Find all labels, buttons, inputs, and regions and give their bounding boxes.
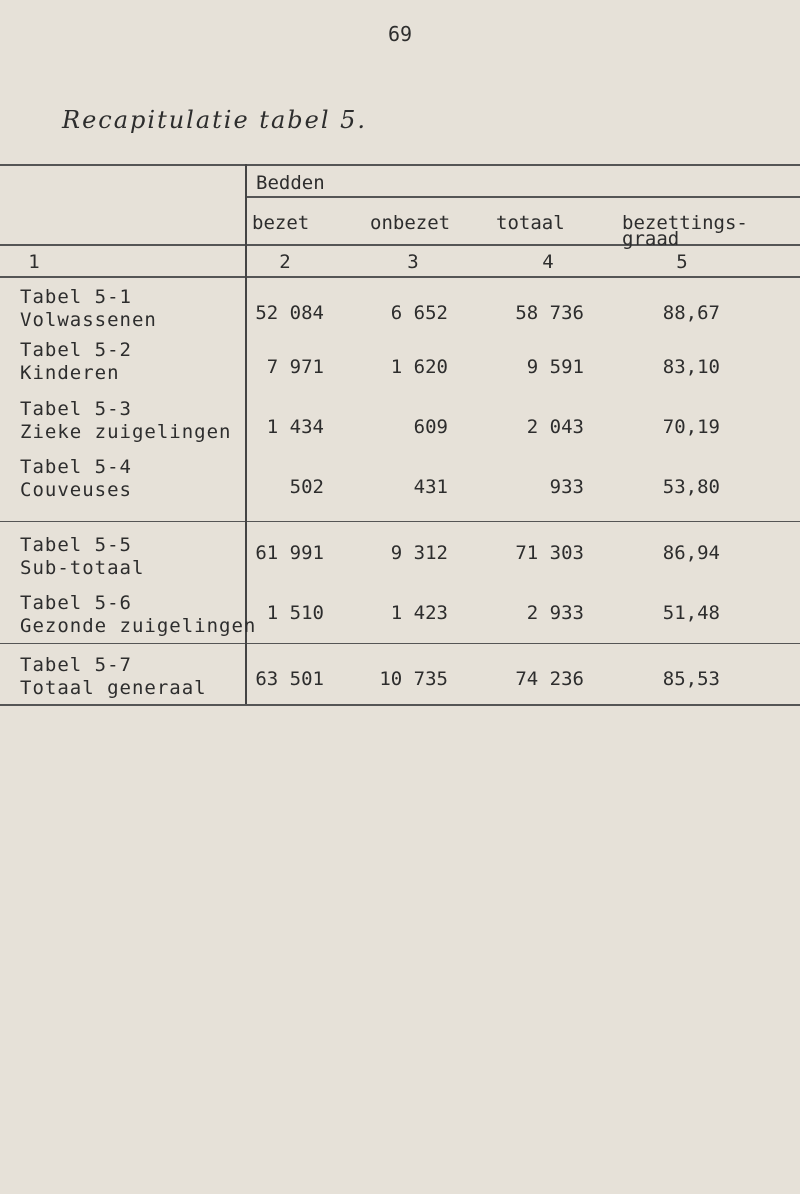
row-label-code: Tabel 5-3 bbox=[20, 398, 132, 420]
row-label-name: Kinderen bbox=[20, 362, 120, 384]
cell-onbezet: 1 423 bbox=[390, 602, 448, 624]
subtotal-rule bbox=[0, 521, 800, 522]
cell-onbezet: 1 620 bbox=[390, 356, 448, 378]
cell-totaal: 9 591 bbox=[526, 356, 584, 378]
table-row-label bbox=[20, 654, 207, 700]
column-number: 2 bbox=[279, 251, 291, 273]
header-bezettingsgraad-cont: graad bbox=[622, 228, 680, 250]
table-top-rule bbox=[0, 164, 800, 166]
cell-totaal: 74 236 bbox=[515, 668, 584, 690]
column-number: 1 bbox=[28, 251, 40, 273]
cell-onbezet: 609 bbox=[413, 416, 448, 438]
row-label-code: Tabel 5-7 bbox=[20, 654, 132, 676]
row-label-code: Tabel 5-4 bbox=[20, 456, 132, 478]
column-number: 4 bbox=[542, 251, 554, 273]
cell-onbezet: 10 735 bbox=[379, 668, 448, 690]
table-row-label bbox=[20, 286, 157, 332]
header-onbezet: onbezet bbox=[370, 212, 451, 234]
row-label-name: Totaal generaal bbox=[20, 677, 207, 699]
row-label-code: Tabel 5-1 bbox=[20, 286, 132, 308]
cell-bezet: 52 084 bbox=[255, 302, 324, 324]
column-number: 5 bbox=[676, 251, 688, 273]
header-bezettingsgraad: bezettings- bbox=[622, 212, 748, 234]
cell-bezettingsgraad: 88,67 bbox=[662, 302, 720, 324]
cell-totaal: 71 303 bbox=[515, 542, 584, 564]
column-number: 3 bbox=[407, 251, 419, 273]
cell-totaal: 933 bbox=[549, 476, 584, 498]
group-header: Bedden bbox=[256, 172, 325, 194]
row-label-code: Tabel 5-5 bbox=[20, 534, 132, 556]
cell-onbezet: 9 312 bbox=[390, 542, 448, 564]
table-bottom-rule bbox=[0, 704, 800, 706]
row-label-name: Gezonde zuigelingen bbox=[20, 615, 257, 637]
total-rule bbox=[0, 643, 800, 644]
row-label-code: Tabel 5-6 bbox=[20, 592, 132, 614]
cell-totaal: 2 933 bbox=[526, 602, 584, 624]
header-rule bbox=[246, 196, 800, 198]
cell-bezettingsgraad: 53,80 bbox=[662, 476, 720, 498]
cell-totaal: 58 736 bbox=[515, 302, 584, 324]
row-label-name: Zieke zuigelingen bbox=[20, 421, 232, 443]
row-label-name: Sub-totaal bbox=[20, 557, 145, 579]
row-label-name: Volwassenen bbox=[20, 309, 157, 331]
header-bezet: bezet bbox=[252, 212, 310, 234]
cell-bezettingsgraad: 85,53 bbox=[662, 668, 720, 690]
document-title: Recapitulatie tabel 5. bbox=[62, 106, 368, 134]
page-number: 69 bbox=[387, 22, 413, 46]
row-label-code: Tabel 5-2 bbox=[20, 339, 132, 361]
cell-bezettingsgraad: 70,19 bbox=[662, 416, 720, 438]
cell-bezettingsgraad: 86,94 bbox=[662, 542, 720, 564]
cell-totaal: 2 043 bbox=[526, 416, 584, 438]
table-row-label bbox=[20, 398, 231, 444]
header-totaal: totaal bbox=[496, 212, 565, 234]
cell-bezettingsgraad: 51,48 bbox=[662, 602, 720, 624]
colnum-rule bbox=[0, 276, 800, 278]
table-row-label bbox=[20, 456, 132, 502]
cell-bezettingsgraad: 83,10 bbox=[662, 356, 720, 378]
cell-bezet: 1 434 bbox=[266, 416, 324, 438]
table-row-label bbox=[20, 534, 144, 580]
cell-bezet: 63 501 bbox=[255, 668, 324, 690]
header-bottom-rule bbox=[0, 244, 800, 246]
cell-onbezet: 431 bbox=[413, 476, 448, 498]
cell-bezet: 502 bbox=[289, 476, 324, 498]
cell-bezet: 1 510 bbox=[266, 602, 324, 624]
cell-bezet: 7 971 bbox=[266, 356, 324, 378]
row-label-name: Couveuses bbox=[20, 479, 132, 501]
cell-onbezet: 6 652 bbox=[390, 302, 448, 324]
cell-bezet: 61 991 bbox=[255, 542, 324, 564]
table-row-label bbox=[20, 339, 132, 385]
